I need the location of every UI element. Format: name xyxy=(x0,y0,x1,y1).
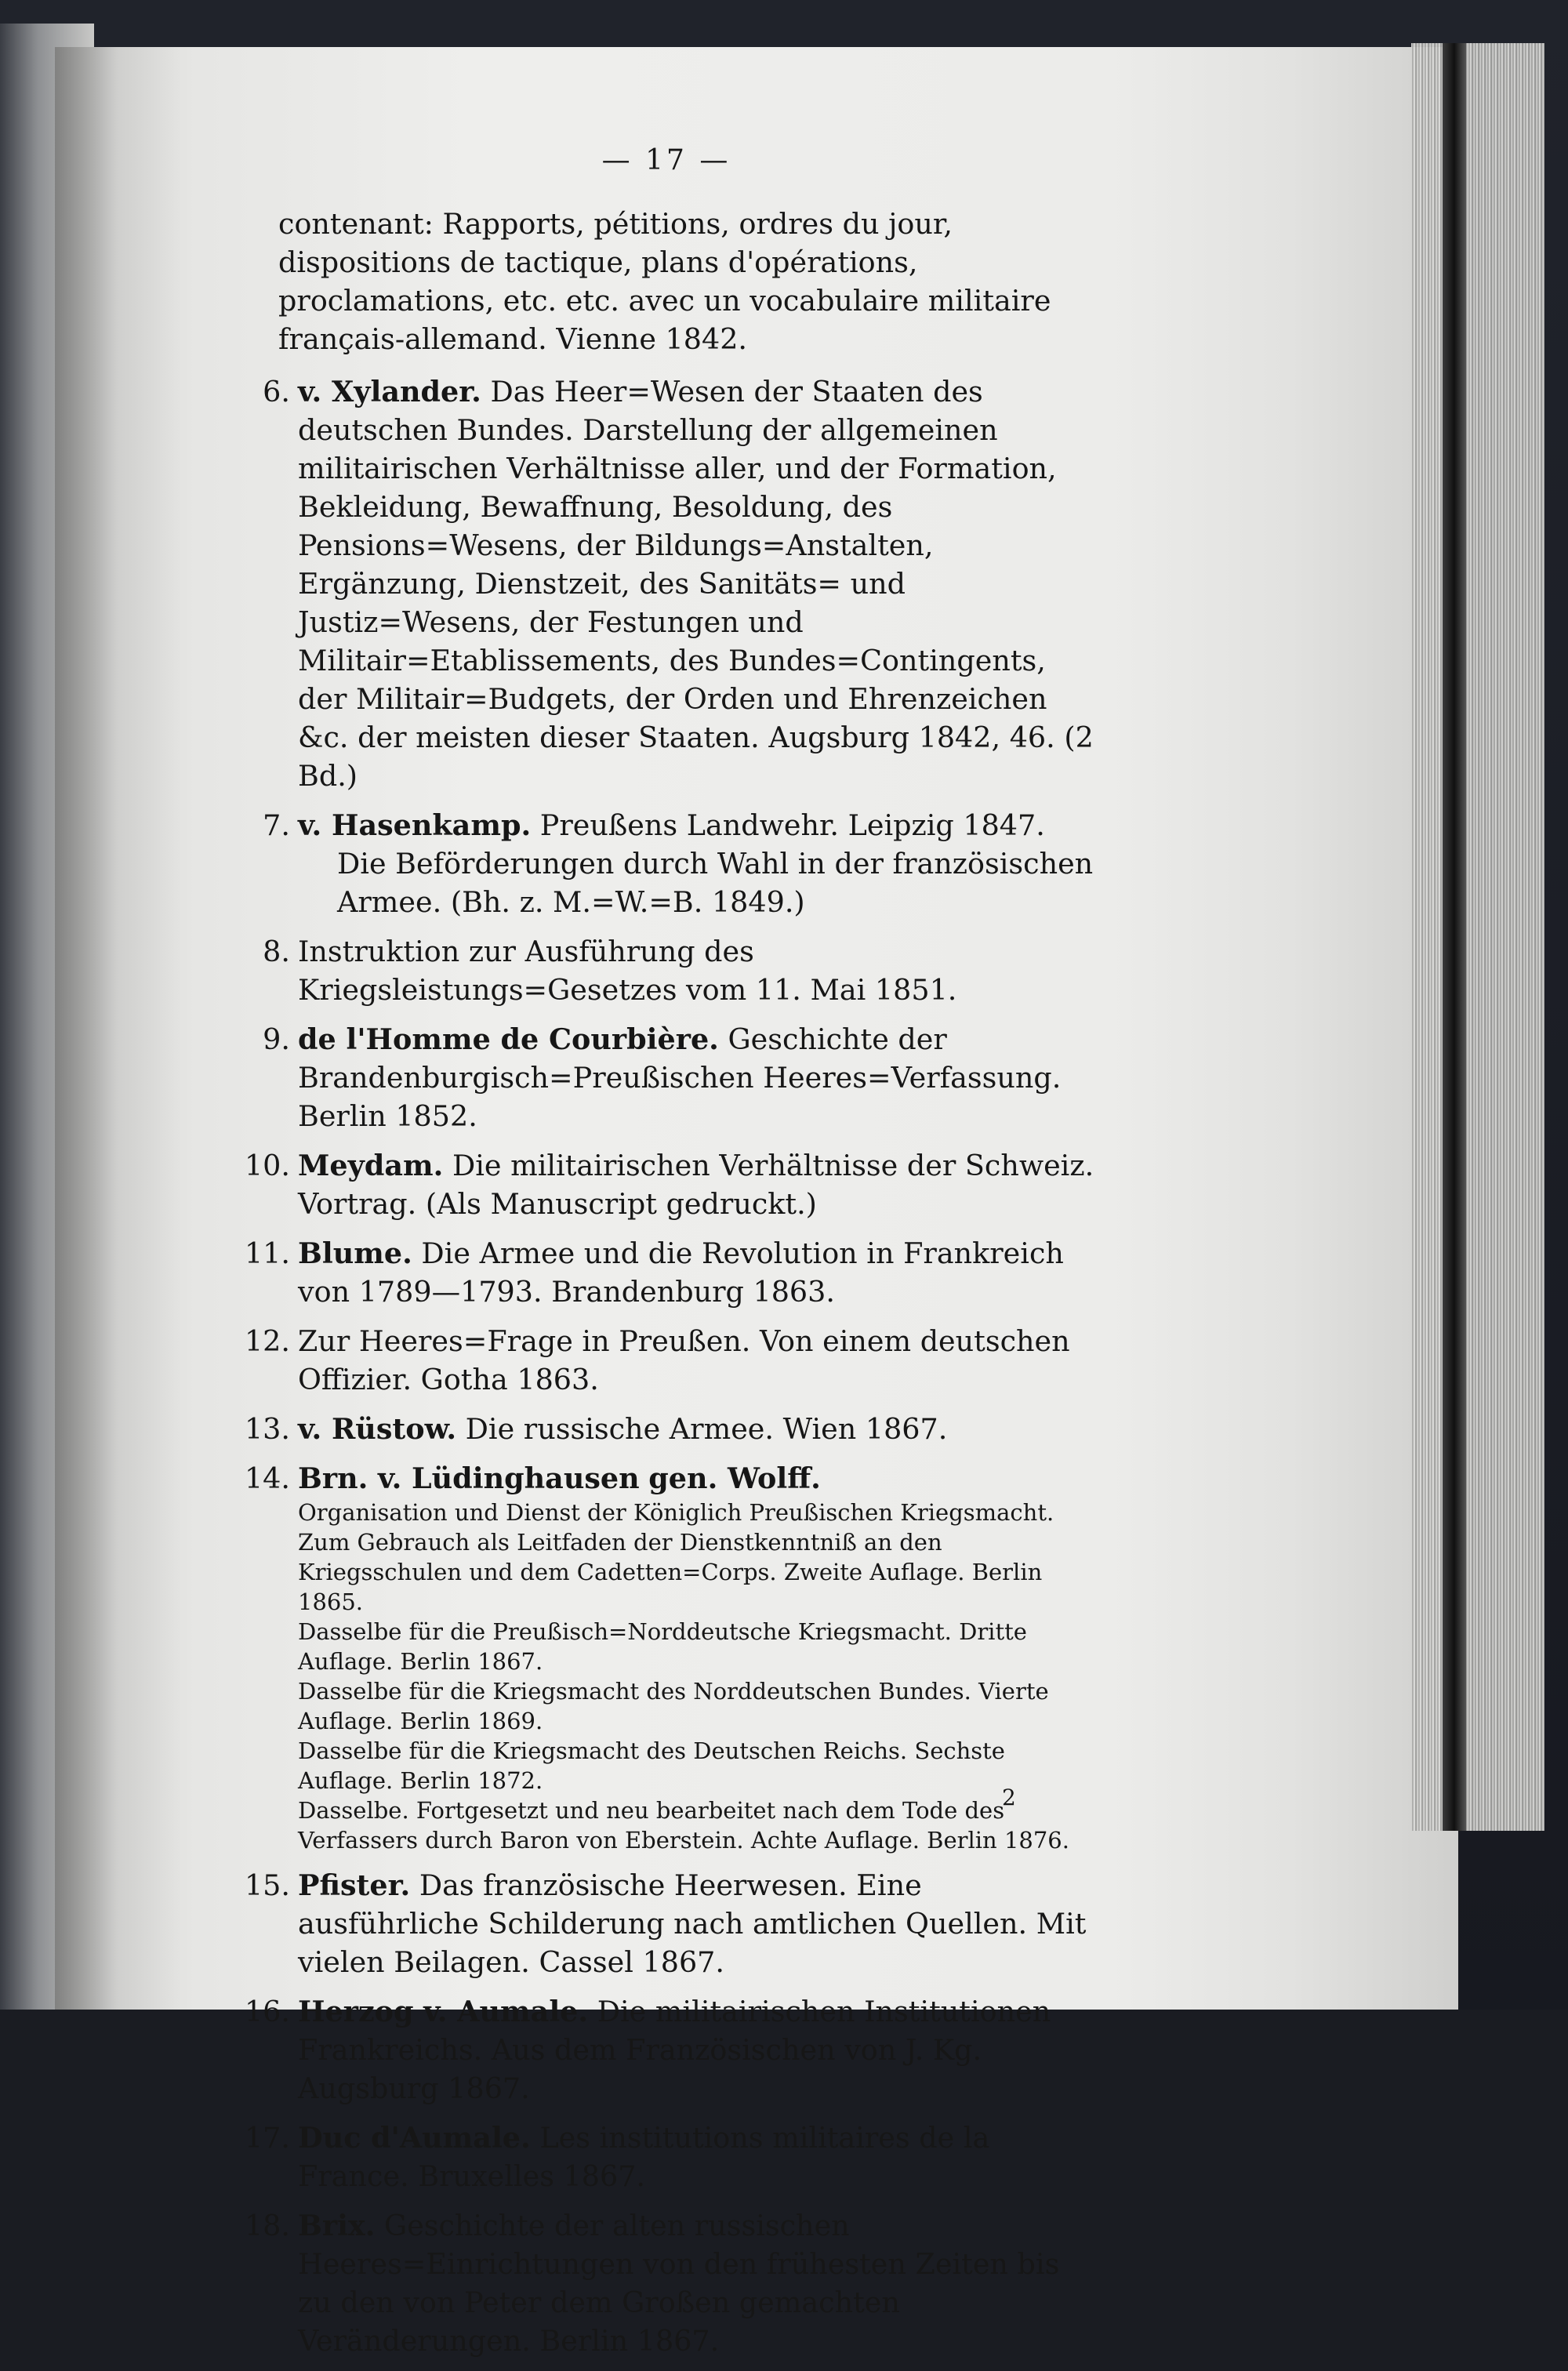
edition-item: Dasselbe für die Kriegsmacht des Norddeutschen Bundes. Vierte Auflage. Berlin 1869. xyxy=(298,1678,1049,1734)
entry-number: 15. xyxy=(244,1868,290,1902)
page-edges xyxy=(1411,43,1544,1831)
entry-10 xyxy=(235,1146,1098,1223)
entry-author: de l'Homme de Courbière. xyxy=(298,1022,719,1056)
entry-number: 14. xyxy=(244,1461,290,1495)
edition-item: Organisation und Dienst der Königlich Preußischen Kriegsmacht. Zum Gebrauch als Leitfaden der Dienstkenntniß an den Kriegsschulen und dem Cadetten=Corps. Zweite Auflage. Berlin 1865. xyxy=(298,1499,1054,1615)
entry-author: Duc d'Aumale. xyxy=(298,2121,531,2155)
edition-item: Dasselbe für die Preußisch=Norddeutsche Kriegsmacht. Dritte Auflage. Berlin 1867. xyxy=(298,1618,1027,1675)
entry-number: 18. xyxy=(244,2209,290,2242)
entry-author-suffix: gen. Wolff. xyxy=(648,1461,821,1495)
entry-text: Les institutions militaires de la France. Bruxelles 1867. xyxy=(298,2121,990,2193)
entry-text: Instruktion zur Ausführung des Kriegsleistungs=Gesetzes vom 11. Mai 1851. xyxy=(298,935,957,1007)
entry-author: Pfister. xyxy=(298,1868,411,1902)
entry-12 xyxy=(235,1322,1098,1399)
page-text xyxy=(235,141,1098,2371)
page-number: — 17 — xyxy=(601,144,731,176)
gutter-shadow xyxy=(55,47,180,2010)
entry-text: Die Armee und die Revolution in Frankreich von 1789—1793. Brandenburg 1863. xyxy=(298,1236,1064,1309)
entry-number: 12. xyxy=(244,1324,290,1358)
entry-18 xyxy=(235,2206,1098,2360)
entry-author: Brix. xyxy=(298,2209,376,2242)
entry-14 xyxy=(235,1459,1098,1855)
entry-author: Meydam. xyxy=(298,1149,444,1182)
entry-17 xyxy=(235,2119,1098,2195)
entry-editions xyxy=(298,1498,1098,1855)
entry-text: Preußens Landwehr. Leipzig 1847. xyxy=(539,808,1045,842)
entry-text: Die militairischen Institutionen Frankreichs. Aus dem Französischen von J. Kg. Augsburg 1867. xyxy=(298,1995,1051,2105)
entry-8 xyxy=(235,932,1098,1009)
entry-text: Die russische Armee. Wien 1867. xyxy=(465,1412,948,1446)
entry-text: Das französische Heerwesen. Eine ausführliche Schilderung nach amtlichen Quellen. Mit vielen Beilagen. Cassel 1867. xyxy=(298,1868,1087,1979)
entry-number: 16. xyxy=(244,1995,290,2028)
edition-item: Dasselbe. Fortgesetzt und neu bearbeitet nach dem Tode des Verfassers durch Baron von Eberstein. Achte Auflage. Berlin 1876. xyxy=(298,1797,1069,1854)
entry-text: Zur Heeres=Frage in Preußen. Von einem deutschen Offizier. Gotha 1863. xyxy=(298,1324,1070,1396)
entry-author: v. Rüstow. xyxy=(298,1412,457,1446)
entry-11 xyxy=(235,1234,1098,1311)
entry-number: 8. xyxy=(263,935,290,968)
entry-16 xyxy=(235,1992,1098,2108)
entry-author: v. Hasenkamp. xyxy=(298,808,532,842)
entry-number: 11. xyxy=(244,1236,290,1270)
entry-9 xyxy=(235,1020,1098,1135)
edition-item: Dasselbe für die Kriegsmacht des Deutschen Reichs. Sechste Auflage. Berlin 1872. xyxy=(298,1737,1005,1794)
entry-text: Die militairischen Verhältnisse der Schweiz. Vortrag. (Als Manuscript gedruckt.) xyxy=(298,1149,1094,1221)
intro-continuation: contenant: Rapports, pétitions, ordres du jour, dispositions de tactique, plans d'opérations, proclamations, etc. etc. avec un vocabulaire militaire français-allemand. Vienne 1842. xyxy=(278,207,1051,356)
entry-15 xyxy=(235,1866,1098,1981)
entry-text: Das Heer=Wesen der Staaten des deutschen Bundes. Darstellung der allgemeinen militairischen Verhältnisse aller, und der Formation, Bekleidung, Bewaffnung, Besoldung, des Pensions=Wesens, der Bildungs=Anstalten, Ergänzung, Dienstzeit, des Sanitäts= und Justiz=Wesens, der Festungen und Militair=Etablissements, des Bundes=Contingents, der Militair=Budgets, der Orden und Ehrenzeichen &c. der meisten dieser Staaten. Augsburg 1842, 46. (2 Bd.) xyxy=(298,375,1094,793)
entry-number: 17. xyxy=(244,2121,290,2155)
entry-number: 10. xyxy=(244,1149,290,1182)
entry-author: Blume. xyxy=(298,1236,412,1270)
entry-text: Geschichte der Brandenburgisch=Preußischen Heeres=Verfassung. Berlin 1852. xyxy=(298,1022,1062,1133)
entry-7 xyxy=(235,806,1098,921)
entry-subitem: Die Beförderungen durch Wahl in der französischen Armee. (Bh. z. M.=W.=B. 1849.) xyxy=(337,847,1094,919)
entry-author: v. Xylander. xyxy=(298,375,481,408)
entry-number: 7. xyxy=(263,808,290,842)
entry-number: 13. xyxy=(244,1412,290,1446)
entry-13 xyxy=(235,1410,1098,1448)
entry-text: Geschichte der alten russischen Heeres=Einrichtungen von den frühesten Zeiten bis zu den von Peter dem Großen gemachten Veränderungen. Berlin 1867. xyxy=(298,2209,1060,2358)
entry-author: Herzog v. Aumale. xyxy=(298,1995,589,2028)
entry-6 xyxy=(235,372,1098,795)
entry-author: Brn. v. Lüdinghausen xyxy=(298,1461,640,1495)
page-edge-shadow xyxy=(1443,43,1466,1831)
entry-number: 6. xyxy=(263,375,290,408)
entry-number: 9. xyxy=(263,1022,290,1056)
signature-mark: 2 xyxy=(1002,1785,1016,1810)
